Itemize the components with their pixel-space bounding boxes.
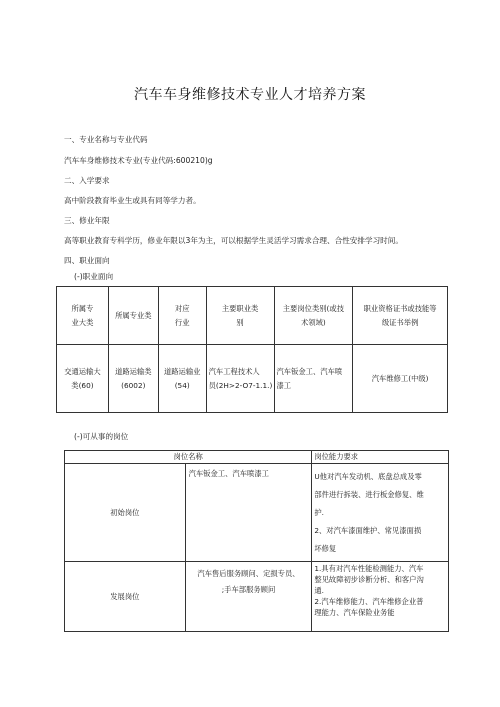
header-position-name: 岗位名称 — [65, 451, 312, 464]
cell-category-initial: 初始岗位 — [65, 464, 186, 562]
cell-category-development: 发展岗位 — [65, 562, 186, 632]
section-2-heading: 二、入学要求 — [64, 176, 110, 185]
table-row — [65, 464, 449, 562]
table-header-row — [65, 451, 449, 464]
cell-occupation: 汽车工程技术人 员(2H>2-O7-1.1.) — [206, 345, 274, 413]
cell-positions-development: 汽车售后服务顾问、定损专员、 ;手车部服务顾问 — [185, 562, 312, 632]
header-ability-requirements: 岗位能力要求 — [312, 451, 449, 464]
section-1-text: 汽车车身维修技术专业(专业代码:600210)g — [64, 156, 213, 165]
positions-table — [64, 450, 449, 632]
cell-certificate: 汽车维修工(中级) — [353, 345, 448, 413]
header-major-category: 所属专 业大类 — [57, 287, 109, 345]
subsection-2-heading: (-)可从事的岗位 — [74, 432, 129, 441]
cell-major-category: 交通运输大 类(60) — [57, 345, 109, 413]
cell-industry: 道路运输业 (54) — [158, 345, 206, 413]
cell-position-type: 汽车钣金工、汽车喷 漆工 — [274, 345, 353, 413]
occupation-table — [56, 286, 448, 413]
header-industry: 对应 行业 — [158, 287, 206, 345]
header-certificate: 职业资格证书或技能等 级证书举例 — [353, 287, 448, 345]
cell-requirements-initial: U他对汽车发动机、底盘总成及零 部件进行拆装、进行板金修复、维 护. 2、对汽车漆面维护、常见漆面损 坏修复 — [312, 464, 449, 562]
section-2-text: 高中阶段教育毕业生或具有同等学力者。 — [64, 196, 201, 205]
section-3-text: 高等职业教育专科学历，修业年限以3年为主，可以根据学生灵活学习需求合理、合性安排学习时间。 — [64, 236, 403, 245]
header-occupation: 主要职业类 别 — [206, 287, 274, 345]
section-3-heading: 三、修业年限 — [64, 216, 110, 225]
document-title: 汽车车身维修技术专业人才培养方案 — [134, 87, 366, 103]
section-4-heading: 四、职业面向 — [64, 256, 110, 265]
table-row — [65, 562, 449, 632]
table-row — [57, 345, 448, 413]
cell-requirements-development: 1.具有对汽车性能检测能力、汽车 整见故障初步诊断分析、和客户沟 通. 2.汽车维修能力、汽车维修企业普 理能力、汽车保险业务能 — [312, 562, 449, 632]
cell-major-class: 道路运输类 (6002) — [108, 345, 158, 413]
section-1-heading: 一、专业名称与专业代码 — [64, 135, 148, 144]
cell-positions-initial: 汽车钣金工、汽车喷漆工 — [185, 464, 312, 562]
header-major-class: 所属专业类 — [108, 287, 158, 345]
header-position-type: 主要岗位类别(或技 术领域) — [274, 287, 353, 345]
subsection-1-heading: (-)职业面向 — [74, 272, 114, 281]
table-header-row — [57, 287, 448, 345]
